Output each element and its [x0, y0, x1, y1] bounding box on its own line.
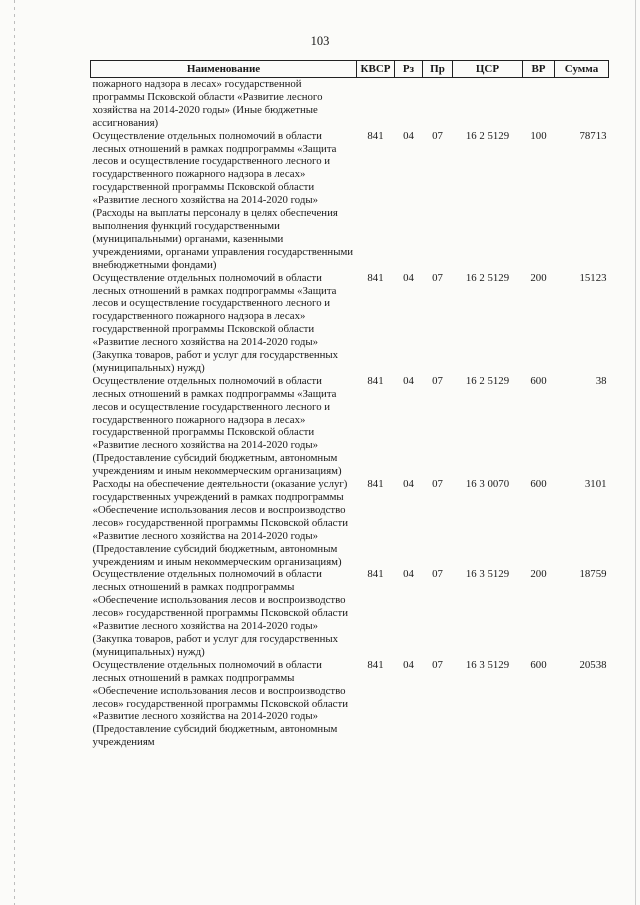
row-rz — [395, 78, 423, 130]
table-row — [91, 375, 609, 478]
header-name: Наименование — [91, 61, 357, 78]
row-sum: 15123 — [579, 271, 607, 284]
row-sum: 78713 — [579, 129, 607, 142]
row-name: Осуществление отдельных полномочий в области лесных отношений в рамках подпрограммы «Защита лесов и осуществление государственного лесного и государственного пожарного надзора в лесах» государственной программы Псковской области «Развитие лесного хозяйства на 2014-2020 годы» (Предоставление субсидий бюджетным, автономным учреждениям и иным некоммерческим организациям) — [92, 374, 342, 478]
row-sum: 3101 — [584, 478, 607, 491]
header-csr: ЦСР — [453, 61, 523, 78]
row-vr: 600 — [530, 478, 547, 491]
row-csr: 16 3 0070 — [465, 478, 510, 491]
row-kvsr: 841 — [367, 478, 384, 491]
header-pr: Пр — [423, 61, 453, 78]
row-rz: 04 — [403, 478, 414, 491]
table-row — [91, 478, 609, 568]
table-row — [91, 659, 609, 749]
row-csr — [453, 78, 523, 130]
row-vr: 100 — [530, 129, 547, 142]
row-sum: 18759 — [579, 568, 607, 581]
row-name: Осуществление отдельных полномочий в области лесных отношений в рамках подпрограммы «Обеспечение использования лесов и воспроизводство лесов» государственной программы Псковской области «Развитие лесного хозяйства на 2014-2020 годы» (Закупка товаров, работ и услуг для государственных (муниципальных) нужд) — [92, 568, 348, 658]
page-scan-edge-right — [635, 0, 636, 905]
row-name: Осуществление отдельных полномочий в области лесных отношений в рамках подпрограммы «Защита лесов и осуществление государственного лесного и государственного пожарного надзора в лесах» государственной программы Псковской области «Развитие лесного хозяйства на 2014-2020 годы» (Закупка товаров, работ и услуг для государственных (муниципальных) нужд) — [92, 271, 339, 374]
table-row — [91, 272, 609, 375]
table-row — [91, 130, 609, 272]
row-sum — [555, 78, 609, 130]
row-kvsr: 841 — [367, 374, 384, 387]
row-name: Расходы на обеспечение деятельности (оказание услуг) государственных учреждений в рамках подпрограммы «Обеспечение использования лесов и воспроизводство лесов» государственной программы Псковской области «Развитие лесного хозяйства на 2014-2020 годы» (Предоставление субсидий бюджетным, автономным учреждениям и иным некоммерческим организациям) — [92, 478, 348, 568]
row-pr: 07 — [432, 374, 443, 387]
table-row — [91, 78, 609, 130]
row-vr: 600 — [530, 658, 547, 671]
row-pr: 07 — [432, 129, 443, 142]
row-name: Осуществление отдельных полномочий в области лесных отношений в рамках подпрограммы «Обеспечение использования лесов и воспроизводство лесов» государственной программы Псковской области «Развитие лесного хозяйства на 2014-2020 годы» (Предоставление субсидий бюджетным, автономным учреждениям — [92, 658, 348, 749]
budget-table — [90, 60, 609, 749]
row-kvsr: 841 — [367, 568, 384, 581]
row-kvsr: 841 — [367, 271, 384, 284]
header-rz: Рз — [395, 61, 423, 78]
row-vr — [523, 78, 555, 130]
row-vr: 600 — [530, 374, 547, 387]
row-vr: 200 — [530, 568, 547, 581]
row-kvsr: 841 — [367, 658, 384, 671]
row-kvsr — [357, 78, 395, 130]
table-row — [91, 568, 609, 658]
header-sum: Сумма — [555, 61, 609, 78]
table-header-row — [91, 61, 609, 78]
row-pr: 07 — [432, 568, 443, 581]
row-sum: 38 — [595, 374, 607, 387]
row-kvsr: 841 — [367, 129, 384, 142]
row-rz: 04 — [403, 129, 414, 142]
page-number: 103 — [310, 34, 330, 48]
row-pr: 07 — [432, 478, 443, 491]
row-csr: 16 3 5129 — [465, 568, 510, 581]
row-sum: 20538 — [579, 658, 607, 671]
row-rz: 04 — [403, 374, 414, 387]
row-vr: 200 — [530, 271, 547, 284]
header-kvsr: КВСР — [357, 61, 395, 78]
row-csr: 16 3 5129 — [465, 658, 510, 671]
row-csr: 16 2 5129 — [465, 271, 510, 284]
row-csr: 16 2 5129 — [465, 129, 510, 142]
row-rz: 04 — [403, 568, 414, 581]
row-pr: 07 — [432, 658, 443, 671]
row-name: Осуществление отдельных полномочий в области лесных отношений в рамках подпрограммы «Защита лесов и осуществление государственного лесного и государственного пожарного надзора в лесах» государственной программы Псковской области «Развитие лесного хозяйства на 2014-2020 годы» (Расходы на выплаты персоналу в целях обеспечения выполнения функций государственными (муниципальными) органами, казенными учреждениями, органами управления государственными внебюджетными фондами) — [92, 129, 354, 271]
header-vr: ВР — [523, 61, 555, 78]
row-rz: 04 — [403, 271, 414, 284]
row-rz: 04 — [403, 658, 414, 671]
row-pr — [423, 78, 453, 130]
row-pr: 07 — [432, 271, 443, 284]
row-csr: 16 2 5129 — [465, 374, 510, 387]
page-scan-edge-left — [14, 0, 15, 905]
row-name: пожарного надзора в лесах» государственной программы Псковской области «Развитие лесного хозяйства на 2014-2020 годы» (Иные бюджетные ассигнования) — [92, 78, 323, 129]
